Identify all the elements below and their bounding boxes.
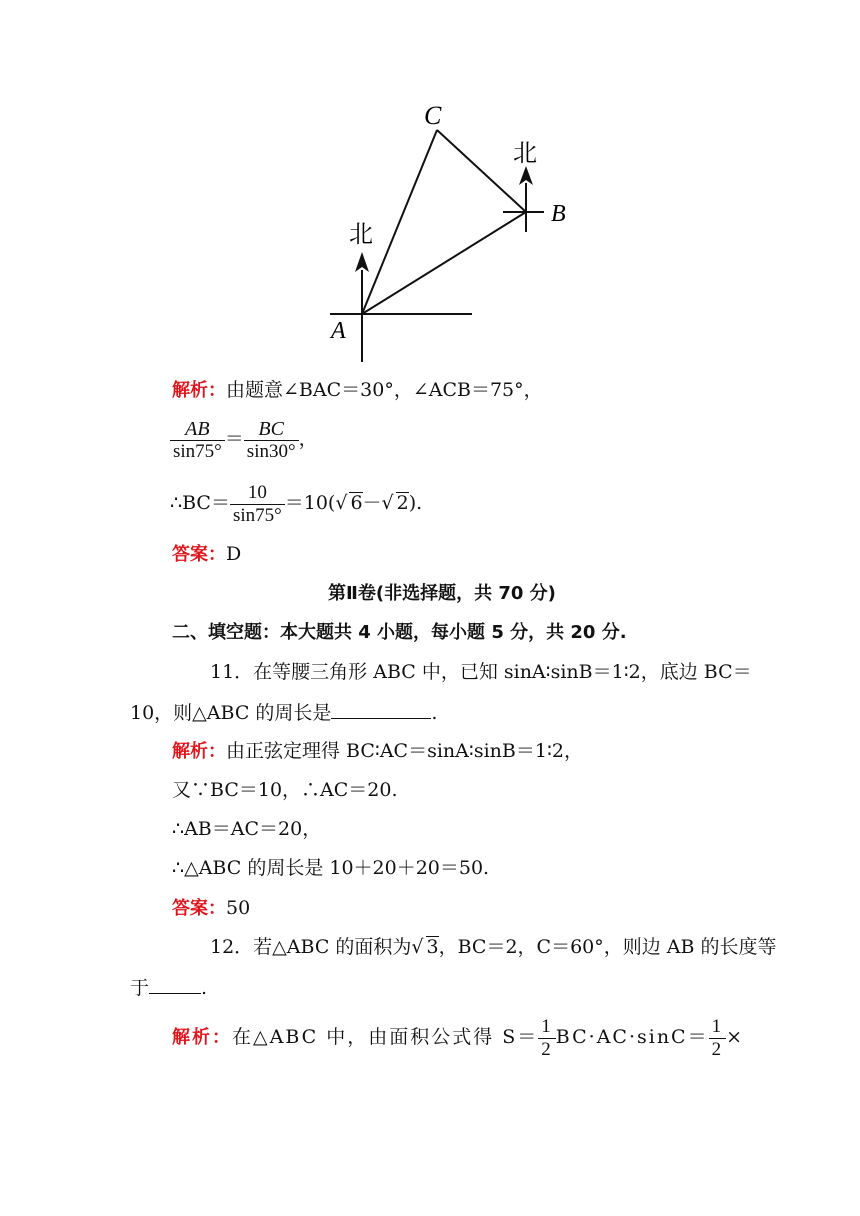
q12-analysis-1 — [172, 1014, 744, 1061]
q11-analysis-4: ∴△ABC 的周长是 10＋20＋20＝50. — [172, 857, 490, 879]
answer-value: 50 — [226, 897, 251, 919]
analysis-label: 解析： — [172, 380, 226, 401]
result-prefix: ＝10( — [284, 492, 336, 514]
q10-ratio-line — [170, 416, 318, 463]
q11-line2 — [130, 700, 437, 725]
q11-analysis-3: ∴AB＝AC＝20， — [172, 818, 322, 840]
analysis-text: 由正弦定理得 BC∶AC＝sinA∶sinB＝1∶2， — [226, 740, 583, 762]
side-ab — [362, 212, 526, 314]
equals-sign: ＝ — [224, 428, 244, 450]
q11-answer — [172, 896, 250, 921]
fraction-half-2: $\frac{1}{2}$ — [709, 1016, 727, 1061]
times-sign: × — [726, 1026, 745, 1048]
side-ac — [362, 130, 437, 314]
analysis-label: 解析： — [172, 1027, 232, 1048]
q11-answer-blank — [331, 700, 431, 719]
sqrt-3: 3 — [426, 936, 439, 958]
q11-line2-end: . — [431, 702, 438, 724]
north-arrow-b — [519, 166, 533, 185]
q11-line2-text: 10，则△ABC 的周长是 — [130, 702, 332, 724]
area-formula: BC·AC·sinC＝ — [555, 1026, 709, 1048]
q12-line2-text: 于 — [130, 977, 150, 999]
comma: ， — [298, 428, 318, 450]
q11-analysis-2: 又∵BC＝10，∴AC＝20. — [172, 779, 398, 801]
sqrt-2: 2 — [396, 492, 409, 514]
fraction-10-sin75: $\frac{10}{\sin 75^\circ}$ — [230, 482, 285, 527]
q10-result-line: ∴BC＝ $\frac{10}{\sin 75^\circ}$ ＝10(√ 6－√ 2). — [170, 481, 423, 526]
section-instruction: 二、填空题：本大题共 4 小题，每小题 5 分，共 20 分. — [172, 622, 627, 643]
fraction-bc-sin30: $\frac{BC}{\sin 30^\circ}$ — [244, 418, 299, 463]
analysis-text: 由题意∠BAC＝30°，∠ACB＝75°， — [226, 379, 543, 401]
q11-analysis-1 — [172, 739, 583, 764]
result-suffix: ). — [408, 492, 423, 514]
north-arrow-a — [355, 252, 369, 272]
fraction-ab-sin75: $\frac{AB}{\sin 75^\circ}$ — [170, 418, 225, 463]
therefore-bc: ∴BC＝ — [170, 492, 230, 514]
q12-line1-text: 12．若△ABC 的面积为 — [210, 936, 412, 958]
q11-line1: 11．在等腰三角形 ABC 中，已知 sinA∶sinB＝1∶2，底边 BC＝ — [210, 661, 752, 683]
analysis-text: 在△ABC 中，由面积公式得 S＝ — [232, 1026, 539, 1048]
section-title: 第Ⅱ卷(非选择题，共 70 分) — [328, 583, 556, 604]
answer-label: 答案： — [172, 898, 226, 919]
q10-analysis-line1 — [172, 378, 543, 403]
q12-answer-blank — [149, 975, 201, 994]
q12-line1-rest: ，BC＝2，C＝60°，则边 AB 的长度等 — [438, 936, 777, 958]
q12-line1: 12．若△ABC 的面积为√ 3，BC＝2，C＝60°，则边 AB 的长度等 — [210, 936, 777, 958]
fraction-half: $\frac{1}{2}$ — [538, 1016, 556, 1061]
analysis-label: 解析： — [172, 741, 226, 762]
sqrt-6: 6 — [350, 492, 363, 514]
minus-sign: － — [362, 492, 382, 514]
label-c: C — [424, 101, 442, 130]
north-label-a: 北 — [349, 220, 373, 248]
q10-answer — [172, 542, 241, 567]
answer-label: 答案： — [172, 544, 226, 565]
q12-line2 — [130, 975, 207, 1000]
label-a: A — [331, 318, 346, 344]
bearing-diagram — [0, 0, 860, 380]
label-b: B — [551, 201, 566, 227]
q12-line2-end: . — [201, 977, 208, 999]
north-label-b: 北 — [513, 139, 537, 167]
answer-value: D — [226, 543, 242, 565]
